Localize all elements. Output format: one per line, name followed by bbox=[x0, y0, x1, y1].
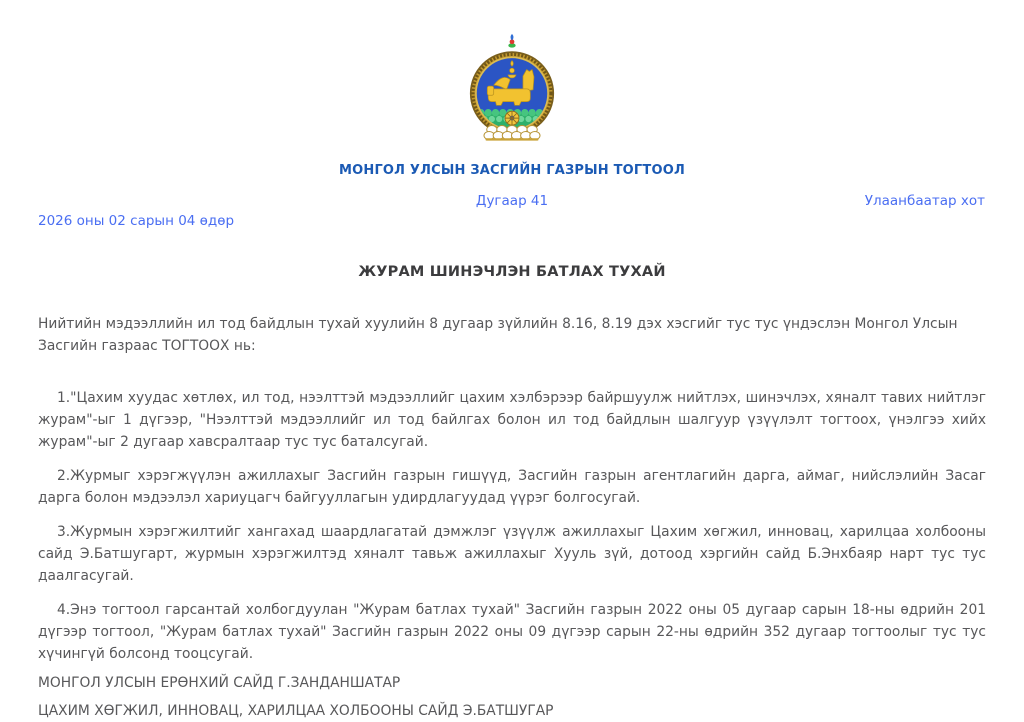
document-title[interactable]: МОНГОЛ УЛСЫН ЗАСГИЙН ГАЗРЫН ТОГТООЛ bbox=[338, 163, 685, 178]
resolution-heading: ЖУРАМ ШИНЭЧЛЭН БАТЛАХ ТУХАЙ bbox=[358, 264, 666, 280]
signature-minister-digital-development: ЦАХИМ ХӨГЖИЛ, ИННОВАЦ, ХАРИЛЦАА ХОЛБООНЫ САЙД Э.БАТШУГАР bbox=[38, 703, 554, 719]
resolution-item-1: 1."Цахим хуудас хөтлөх, ил тод, нээлттэй мэдээллийг цахим хэлбэрээр байршуулж нийтлэх, шинэчлэх, хяналт тавих нийтлэг журам"-ыг 1 дүгээр, "Нээлттэй мэдээллийг ил тод байлгах болон ил тод байдлын шалгуур үзүүлэлт тогтоох, үнэлгээ хийх журам"-ыг 2 дугаар хавсралтаар тус тус баталсугай. bbox=[38, 390, 986, 450]
city-label[interactable]: Улаанбаатар хот bbox=[864, 193, 985, 209]
signature-block bbox=[38, 672, 986, 722]
resolution-number[interactable]: Дугаар 41 bbox=[475, 193, 549, 209]
preamble-paragraph: Нийтийн мэдээллийн ил тод байдлын тухай хуулийн 8 дугаар зүйлийн 8.16, 8.19 дэх хэсгийг тус тус үндэслэн Монгол Улсын Засгийн газраас ТОГТООХ нь: bbox=[38, 316, 958, 354]
resolution-item-4: 4.Энэ тогтоол гарсантай холбогдуулан "Журам батлах тухай" Засгийн газрын 2022 оны 05 дугаар сарын 18-ны өдрийн 201 дүгээр тогтоол, "Журам батлах тухай" Засгийн газрын 2022 оны 09 дүгээр сарын 22-ны өдрийн 352 дугаар тогтоолыг тус тус хүчингүй болсонд тооцсугай. bbox=[38, 602, 986, 662]
resolution-date[interactable]: 2026 оны 02 сарын 04 өдөр bbox=[38, 213, 235, 229]
resolution-item-3: 3.Журмын хэрэгжилтийг хангахад шаардлагатай дэмжлэг үзүүлж ажиллахыг Цахим хөгжил, инновац, харилцаа холбооны сайд Э.Батшугарт, журмын хэрэгжилтэд хяналт тавьж ажиллахыг Хууль зүй, дотоод хэргийн сайд Б.Энхбаяр нарт тус тус даалгасугай. bbox=[38, 524, 986, 584]
mongolia-state-emblem-icon bbox=[466, 33, 558, 141]
meta-row bbox=[38, 193, 986, 210]
emblem-container bbox=[38, 0, 986, 143]
signature-prime-minister: МОНГОЛ УЛСЫН ЕРӨНХИЙ САЙД Г.ЗАНДАНШАТАР bbox=[38, 675, 401, 691]
resolution-item-2: 2.Журмыг хэрэгжүүлэн ажиллахыг Засгийн газрын гишүүд, Засгийн газрын агентлагийн дарга, аймаг, нийслэлийн Засаг дарга болон мэдээлэл хариуцагч байгууллагын удирдлагуудад үүрэг болгосугай. bbox=[38, 468, 986, 506]
